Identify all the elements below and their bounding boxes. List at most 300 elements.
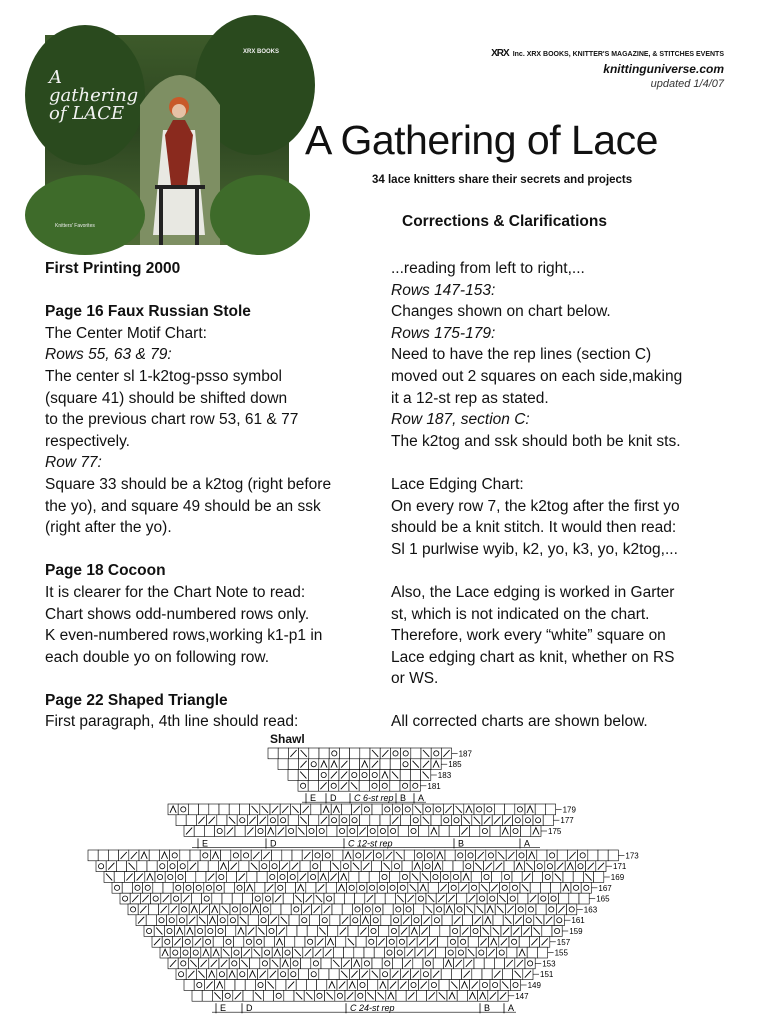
chart-cell xyxy=(431,748,441,759)
row-number: 169 xyxy=(610,873,625,882)
chart-cell xyxy=(482,969,492,980)
text-line: Need to have the rep lines (section C) xyxy=(391,346,652,364)
chart-cell xyxy=(247,872,257,883)
chart-cell xyxy=(190,850,200,861)
chart-cell xyxy=(178,861,188,872)
chart-cell xyxy=(429,980,439,991)
chart-cell xyxy=(307,926,317,937)
chart-cell xyxy=(241,850,251,861)
chart-cell xyxy=(347,882,357,893)
chart-cell xyxy=(199,804,209,815)
chart-cell xyxy=(165,872,175,883)
chart-cell xyxy=(323,850,333,861)
chart-cell xyxy=(213,936,223,947)
chart-cell xyxy=(445,850,455,861)
chart-cell xyxy=(349,872,359,883)
chart-cell xyxy=(527,947,537,958)
chart-cell xyxy=(542,926,552,937)
text-line: Row 187, section C: xyxy=(391,411,530,429)
chart-cell xyxy=(430,872,440,883)
chart-cell xyxy=(215,926,225,937)
text-line: ...reading from left to right,... xyxy=(391,260,585,277)
publisher-block xyxy=(491,48,724,90)
chart-cell xyxy=(385,893,395,904)
chart-cell xyxy=(144,926,154,937)
chart-cell xyxy=(317,980,327,991)
row-number: 175 xyxy=(548,827,562,836)
book-cover-image xyxy=(45,35,289,245)
cover-author: Knitters' Favorites xyxy=(55,223,95,229)
chart-cell xyxy=(362,804,372,815)
chart-cell xyxy=(282,947,292,958)
chart-cell xyxy=(253,893,263,904)
chart-cell xyxy=(356,936,366,947)
chart-cell xyxy=(419,826,429,837)
chart-cell xyxy=(457,893,467,904)
chart-cell xyxy=(390,872,400,883)
section-label: A xyxy=(524,838,531,849)
chart-cell xyxy=(156,915,166,926)
chart-cell xyxy=(180,947,190,958)
row-number: 187 xyxy=(458,749,472,759)
chart-cell xyxy=(397,936,407,947)
chart-cell xyxy=(453,861,463,872)
chart-cell xyxy=(254,936,264,947)
text-line: Chart shows odd-numbered rows only. xyxy=(45,605,310,623)
chart-cell xyxy=(239,861,249,872)
chart-cell xyxy=(292,850,302,861)
chart-cell xyxy=(440,926,450,937)
chart-cell xyxy=(204,882,214,893)
chart-cell xyxy=(217,815,227,826)
chart-cell xyxy=(255,826,265,837)
chart-cell xyxy=(411,748,421,759)
chart-cell xyxy=(494,958,504,969)
chart-cell xyxy=(301,958,311,969)
chart-cell xyxy=(277,872,287,883)
chart-cell xyxy=(326,882,336,893)
chart-cell xyxy=(598,850,608,861)
chart-cell xyxy=(98,850,108,861)
chart-cell xyxy=(202,990,212,1001)
chart-cell xyxy=(203,936,213,947)
chart-cell xyxy=(153,882,163,893)
chart-cell xyxy=(502,872,512,883)
row-number: 165 xyxy=(596,894,610,904)
chart-cell xyxy=(448,936,458,947)
chart-cell xyxy=(202,893,212,904)
chart-cell xyxy=(367,882,377,893)
chart-cell xyxy=(451,815,461,826)
text-line: Lace edging chart as knit, whether on RS xyxy=(391,648,675,666)
text-line: Row 77: xyxy=(45,454,102,472)
publisher-line xyxy=(491,48,724,59)
chart-cell xyxy=(416,990,426,1001)
chart-cell xyxy=(380,815,390,826)
chart-cell xyxy=(362,958,372,969)
chart-cell xyxy=(295,936,305,947)
text-line: or WS. xyxy=(391,670,439,688)
chart-cell xyxy=(490,980,500,991)
section-label: C 6-st rep xyxy=(354,793,394,804)
chart-cell xyxy=(237,969,247,980)
chart-cell xyxy=(546,904,556,915)
chart-cell xyxy=(257,872,267,883)
chart-cell xyxy=(408,980,418,991)
chart-cell xyxy=(476,947,486,958)
chart-cell xyxy=(149,850,159,861)
chart-cell xyxy=(157,861,167,872)
chart-cell xyxy=(335,990,345,1001)
text-line: K even-numbered rows,working k1-p1 in xyxy=(45,627,323,645)
row-number: 151 xyxy=(540,970,554,980)
chart-cell xyxy=(516,850,526,861)
chart-cell xyxy=(245,980,255,991)
chart-cell xyxy=(289,915,299,926)
chart-cell xyxy=(515,804,525,815)
chart-cell xyxy=(510,826,520,837)
chart-cell xyxy=(305,936,315,947)
page-title: A Gathering of Lace xyxy=(305,117,658,163)
chart-cell xyxy=(547,850,557,861)
chart-cell xyxy=(188,804,198,815)
chart-cell xyxy=(281,904,291,915)
row-number: 147 xyxy=(515,991,529,1001)
chart-cell xyxy=(369,780,379,791)
chart-cell xyxy=(268,748,278,759)
chart-cell xyxy=(306,980,316,991)
chart-cell xyxy=(400,780,410,791)
chart-cell xyxy=(214,882,224,893)
chart-cell xyxy=(373,904,383,915)
paragraph-gap xyxy=(391,690,736,712)
chart-cell xyxy=(191,893,201,904)
chart-cell xyxy=(369,872,379,883)
chart-cell xyxy=(594,872,604,883)
chart-cell xyxy=(276,980,286,991)
row-number: 157 xyxy=(556,937,571,947)
chart-cell xyxy=(434,904,444,915)
chart-cell xyxy=(504,861,514,872)
chart-cell xyxy=(327,826,337,837)
chart-cell xyxy=(248,915,258,926)
chart-cell xyxy=(132,882,142,893)
chart-cell xyxy=(423,958,433,969)
chart-cell xyxy=(382,958,392,969)
chart-cell xyxy=(244,936,254,947)
chart-cell xyxy=(320,915,330,926)
chart-cell xyxy=(423,804,433,815)
chart-cell xyxy=(229,804,239,815)
chart-cell xyxy=(116,861,126,872)
text-line: each double yo on following row. xyxy=(45,648,270,666)
chart-cell xyxy=(309,915,319,926)
chart-cell xyxy=(414,904,424,915)
chart-cell xyxy=(341,804,351,815)
chart-cell xyxy=(235,826,245,837)
row-number: 171 xyxy=(613,862,627,872)
chart-cell xyxy=(480,980,490,991)
chart-cell xyxy=(243,990,253,1001)
chart-cell xyxy=(284,990,294,1001)
chart-cell xyxy=(368,826,378,837)
chart-cell xyxy=(471,872,481,883)
text-line: should be a knit stitch. It would then read: xyxy=(391,519,677,537)
chart-cell xyxy=(259,861,269,872)
chart-cell xyxy=(380,780,390,791)
row-number: 177 xyxy=(560,816,574,826)
chart-cell xyxy=(400,770,410,781)
chart-cell xyxy=(278,815,288,826)
chart-cell xyxy=(223,990,233,1001)
chart-cell xyxy=(524,915,534,926)
chart-cell xyxy=(355,990,365,1001)
chart-cell xyxy=(451,872,461,883)
chart-cell xyxy=(490,826,500,837)
chart-cell xyxy=(494,804,504,815)
chart-cell xyxy=(321,958,331,969)
chart-cell xyxy=(167,915,177,926)
chart-cell xyxy=(312,850,322,861)
chart-cell xyxy=(502,969,512,980)
chart-cell xyxy=(285,882,295,893)
chart-cell xyxy=(579,893,589,904)
chart-cell xyxy=(237,815,247,826)
chart-cell xyxy=(545,861,555,872)
chart-cell xyxy=(571,882,581,893)
chart-cell xyxy=(198,861,208,872)
chart-cell xyxy=(278,969,288,980)
text-line: it a 12-st rep as stated. xyxy=(391,389,549,407)
chart-cell xyxy=(357,882,367,893)
chart-cell xyxy=(400,815,410,826)
chart-cell xyxy=(396,990,406,1001)
chart-cell xyxy=(258,915,268,926)
row-number: 161 xyxy=(571,916,585,926)
chart-cell xyxy=(329,969,339,980)
section-label: B xyxy=(400,793,407,804)
text-line: Square 33 should be a k2tog (right before xyxy=(45,475,332,493)
chart-cell xyxy=(288,969,298,980)
chart-cell xyxy=(523,815,533,826)
chart-cell xyxy=(507,947,517,958)
chart-cell xyxy=(332,904,342,915)
chart-cell xyxy=(310,861,320,872)
chart-cell xyxy=(446,947,456,958)
chart-cell xyxy=(563,872,573,883)
chart-cell xyxy=(329,780,339,791)
text-line: the yo), and square 49 should be an ssk xyxy=(45,497,321,515)
chart-cell xyxy=(235,980,245,991)
chart-cell xyxy=(311,804,321,815)
section-label: E xyxy=(202,838,209,849)
chart-cell xyxy=(372,804,382,815)
chart-cell xyxy=(380,759,390,770)
chart-cell xyxy=(176,969,186,980)
chart-cell xyxy=(242,893,252,904)
chart-cell xyxy=(457,990,467,1001)
chart-cell xyxy=(474,804,484,815)
chart-cell xyxy=(543,815,553,826)
text-line: First paragraph, 4th line should read: xyxy=(45,713,299,731)
text-line: Changes shown on chart below. xyxy=(391,303,611,321)
chart-cell xyxy=(510,980,520,991)
chart-cell xyxy=(287,926,297,937)
chart-cell xyxy=(403,804,413,815)
chart-cell xyxy=(183,936,193,947)
chart-cell xyxy=(554,915,564,926)
publisher-names: Inc. XRX BOOKS, KNITTER'S MAGAZINE, & STITCHES EVENTS xyxy=(512,51,724,58)
chart-cell xyxy=(391,915,401,926)
chart-cell xyxy=(422,861,432,872)
chart-cell xyxy=(359,780,369,791)
chart-cell xyxy=(167,861,177,872)
chart-cell xyxy=(308,872,318,883)
row-number: 183 xyxy=(437,771,452,780)
chart-cell xyxy=(260,958,270,969)
chart-cell xyxy=(510,882,520,893)
chart-cell xyxy=(228,915,238,926)
chart-cell xyxy=(337,826,347,837)
chart-cell xyxy=(353,850,363,861)
chart-cell xyxy=(581,882,591,893)
text-line: respectively. xyxy=(45,432,130,450)
chart-cell xyxy=(183,882,193,893)
chart-cell xyxy=(430,926,440,937)
chart-cell xyxy=(533,815,543,826)
chart-cell xyxy=(268,815,278,826)
right-text-column xyxy=(391,258,736,733)
chart-cell xyxy=(342,904,352,915)
chart-cell xyxy=(164,926,174,937)
chart-cell xyxy=(384,947,394,958)
chart-cell xyxy=(171,893,181,904)
chart-cell xyxy=(88,850,98,861)
chart-cell xyxy=(298,780,308,791)
chart-cell xyxy=(309,748,319,759)
text-line: to the previous chart row 53, 61 & 77 xyxy=(45,411,299,429)
chart-cell xyxy=(122,882,132,893)
chart-cell xyxy=(525,958,535,969)
chart-cell xyxy=(205,926,215,937)
chart-cell xyxy=(462,915,472,926)
chart-cell xyxy=(299,915,309,926)
cover-illustration xyxy=(45,35,289,245)
chart-cell xyxy=(309,815,319,826)
section-label: B xyxy=(484,1003,491,1014)
row-number: 173 xyxy=(625,851,639,861)
chart-cell xyxy=(267,872,277,883)
chart-cell xyxy=(469,882,479,893)
row-number: 155 xyxy=(554,948,568,958)
chart-cell xyxy=(271,904,281,915)
chart-cell xyxy=(108,850,118,861)
chart-cell xyxy=(468,936,478,947)
text-line: (square 41) should be shifted down xyxy=(45,389,288,407)
chart-cell xyxy=(421,969,431,980)
chart-cell xyxy=(329,815,339,826)
chart-cell xyxy=(308,780,318,791)
chart-cell xyxy=(416,893,426,904)
chart-cell xyxy=(493,915,503,926)
chart-cell xyxy=(441,815,451,826)
chart-cell xyxy=(497,947,507,958)
chart-cell xyxy=(218,915,228,926)
chart-cell xyxy=(402,861,412,872)
chart-cell xyxy=(395,947,405,958)
chart-label: Shawl xyxy=(270,732,305,746)
chart-cell xyxy=(516,904,526,915)
text-line: Rows 147-153: xyxy=(391,281,496,299)
chart-cell xyxy=(392,861,402,872)
chart-cell xyxy=(306,826,316,837)
chart-cell xyxy=(439,980,449,991)
chart-cell xyxy=(398,882,408,893)
chart-cell xyxy=(360,748,370,759)
chart-cell xyxy=(401,748,411,759)
chart-cell xyxy=(170,850,180,861)
chart-cell xyxy=(382,804,392,815)
chart-cell xyxy=(543,872,553,883)
chart-cell xyxy=(535,861,545,872)
chart-cell xyxy=(175,872,185,883)
chart-cell xyxy=(96,861,106,872)
chart-cell xyxy=(192,990,202,1001)
chart-cell xyxy=(200,850,210,861)
chart-cell xyxy=(317,826,327,837)
text-line: Rows 175-179: xyxy=(391,324,496,342)
xrx-logo-icon: XRX xyxy=(491,48,509,59)
chart-cell xyxy=(250,958,260,969)
chart-cell xyxy=(231,947,241,958)
paragraph-gap xyxy=(45,280,380,302)
chart-cell xyxy=(513,815,523,826)
chart-cell xyxy=(309,759,319,770)
section-heading: Corrections & Clarifications xyxy=(402,213,607,230)
chart-cell xyxy=(410,780,420,791)
updated-date: updated 1/4/07 xyxy=(650,78,724,90)
section-label: D xyxy=(246,1003,253,1014)
chart-cell xyxy=(240,904,250,915)
paragraph-gap xyxy=(391,452,736,474)
chart-cell xyxy=(333,850,343,861)
chart-cell xyxy=(500,882,510,893)
section-label: A xyxy=(418,793,425,804)
chart-cell xyxy=(137,861,147,872)
chart-cell xyxy=(428,882,438,893)
chart-cell xyxy=(286,826,296,837)
text-line: All corrected charts are shown below. xyxy=(391,713,648,731)
chart-cell xyxy=(223,936,233,947)
chart-cell xyxy=(288,815,298,826)
chart-cell xyxy=(349,759,359,770)
chart-cell xyxy=(451,969,461,980)
chart-cell xyxy=(184,980,194,991)
chart-cell xyxy=(283,893,293,904)
paragraph-gap xyxy=(45,668,380,690)
chart-cell xyxy=(380,969,390,980)
website-link[interactable]: knittinguniverse.com xyxy=(603,62,724,76)
chart-cell xyxy=(176,815,186,826)
chart-cell xyxy=(449,826,459,837)
chart-cell xyxy=(578,850,588,861)
chart-cell xyxy=(215,826,225,837)
chart-cell xyxy=(370,770,380,781)
chart-cell xyxy=(535,804,545,815)
chart-cell xyxy=(374,850,384,861)
chart-cell xyxy=(403,904,413,915)
chart-cell xyxy=(567,904,577,915)
